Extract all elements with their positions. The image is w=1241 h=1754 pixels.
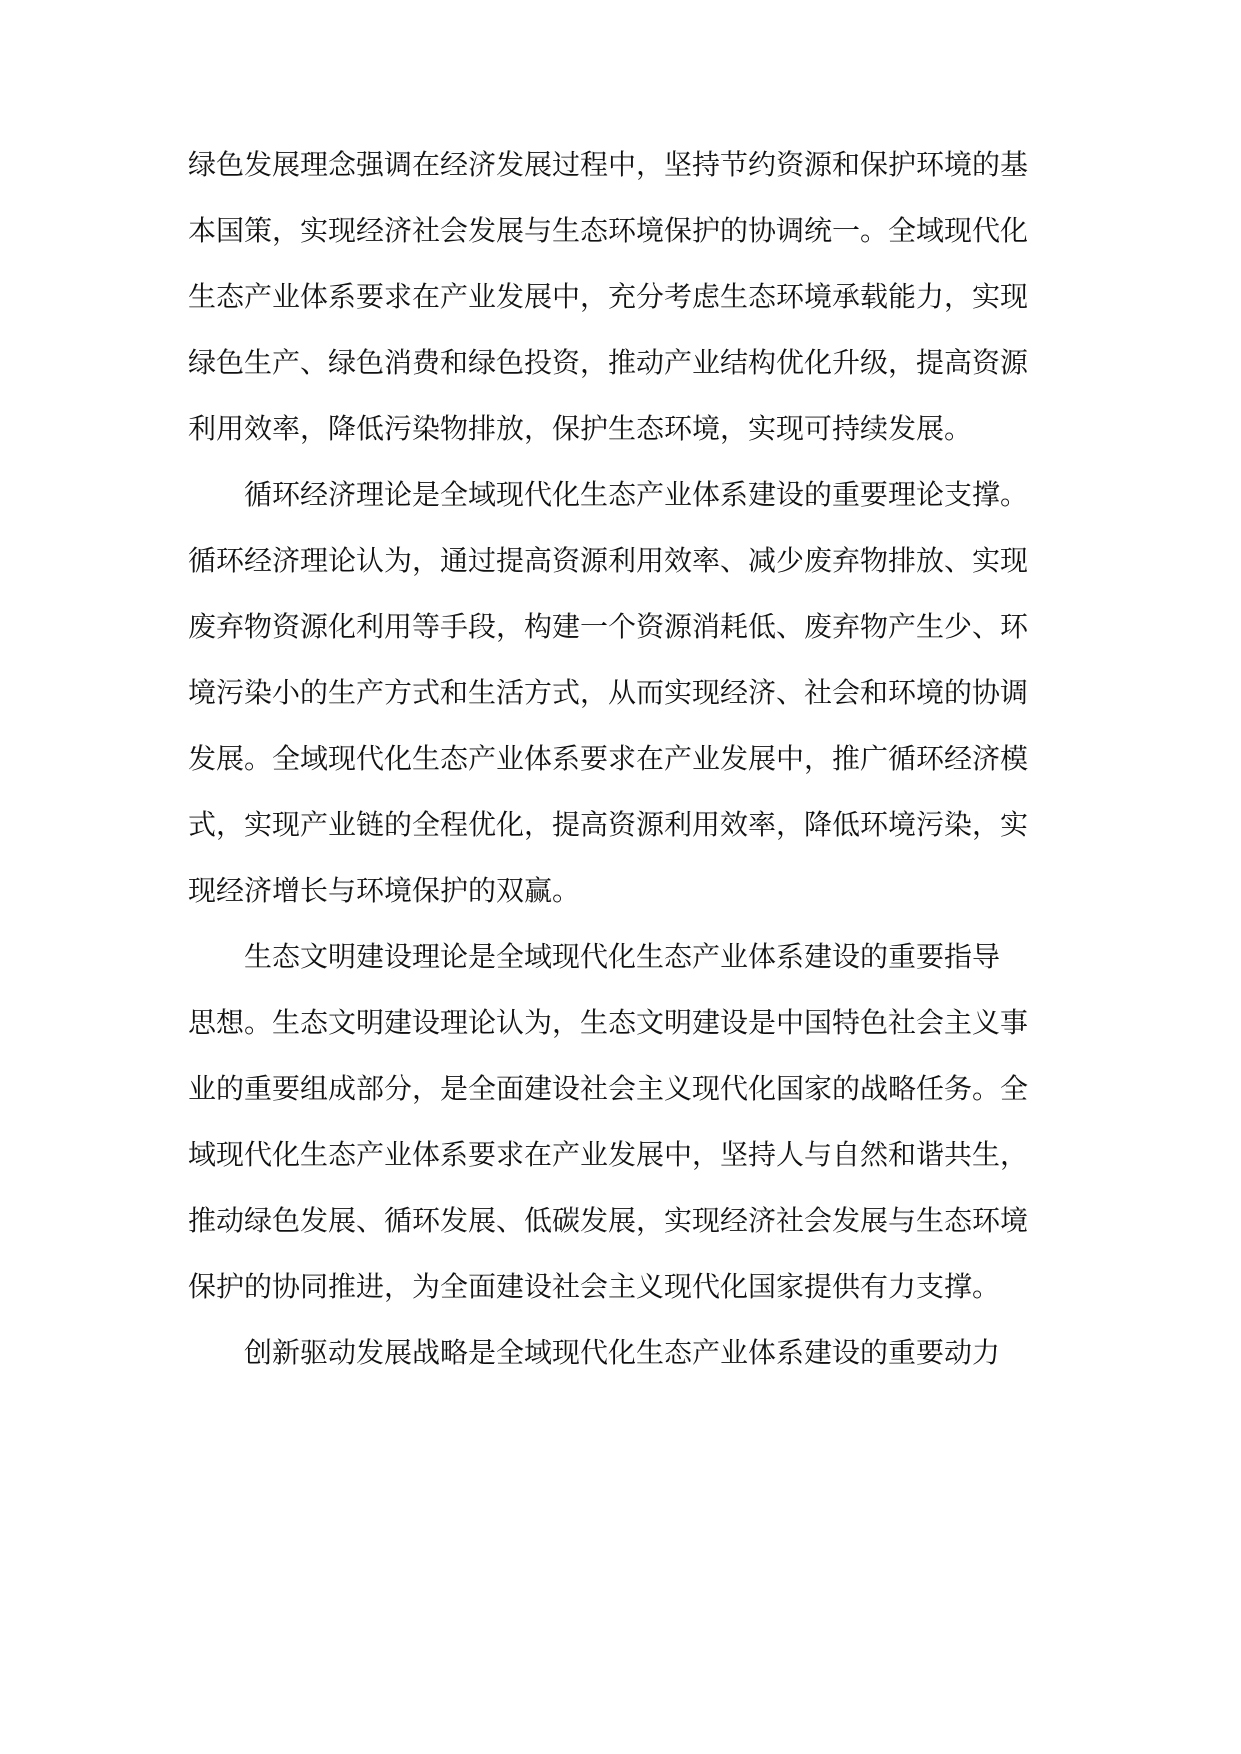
paragraph-first-line: 循环经济理论是全域现代化生态产业体系建设的重要理论支撑。 [244,478,1029,511]
text-line: 循环经济理论认为，通过提高资源利用效率、减少废弃物排放、实现 [188,544,1029,577]
paragraph-first-line: 生态文明建设理论是全域现代化生态产业体系建设的重要指导 [244,940,1001,973]
text-line: 本国策，实现经济社会发展与生态环境保护的协调统一。全域现代化 [188,214,1029,247]
text-line: 绿色生产、绿色消费和绿色投资，推动产业结构优化升级，提高资源 [188,346,1029,379]
text-line: 思想。生态文明建设理论认为，生态文明建设是中国特色社会主义事 [188,1006,1029,1039]
text-line: 废弃物资源化利用等手段，构建一个资源消耗低、废弃物产生少、环 [188,610,1029,643]
text-line: 现经济增长与环境保护的双赢。 [188,874,581,907]
text-line: 生态产业体系要求在产业发展中，充分考虑生态环境承载能力，实现 [188,280,1029,313]
text-line: 推动绿色发展、循环发展、低碳发展，实现经济社会发展与生态环境 [188,1204,1029,1237]
text-line: 境污染小的生产方式和生活方式，从而实现经济、社会和环境的协调 [188,676,1029,709]
text-line: 绿色发展理念强调在经济发展过程中，坚持节约资源和保护环境的基 [188,148,1029,181]
text-line: 业的重要组成部分，是全面建设社会主义现代化国家的战略任务。全 [188,1072,1029,1105]
paragraph-first-line: 创新驱动发展战略是全域现代化生态产业体系建设的重要动力 [244,1336,1001,1369]
text-line: 域现代化生态产业体系要求在产业发展中，坚持人与自然和谐共生， [188,1138,1029,1171]
text-line: 利用效率，降低污染物排放，保护生态环境，实现可持续发展。 [188,412,973,445]
text-line: 保护的协同推进，为全面建设社会主义现代化国家提供有力支撑。 [188,1270,1001,1303]
text-line: 发展。全域现代化生态产业体系要求在产业发展中，推广循环经济模 [188,742,1029,775]
text-line: 式，实现产业链的全程优化，提高资源利用效率，降低环境污染，实 [188,808,1029,841]
